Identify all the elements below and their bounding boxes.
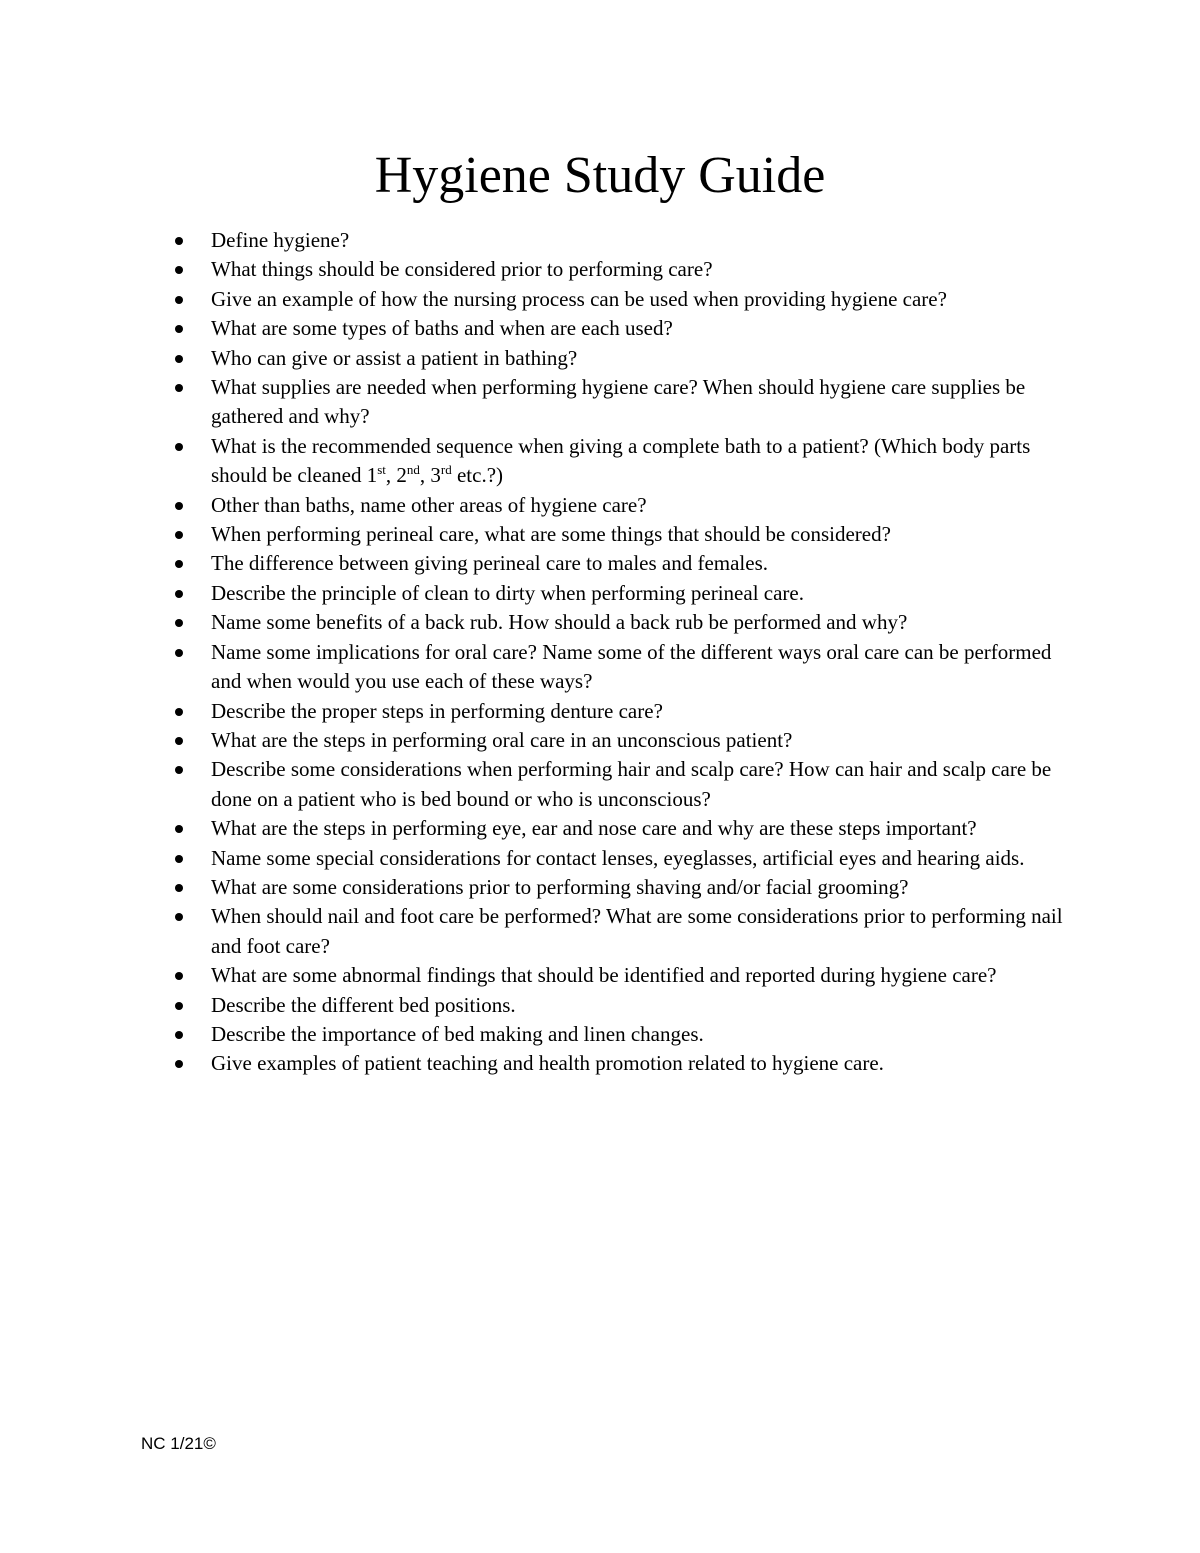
list-item <box>175 1049 1075 1078</box>
bullet-icon <box>175 1060 183 1068</box>
list-item <box>175 373 1075 432</box>
question-text: What are the steps in performing eye, ear and nose care and why are these steps important? <box>211 816 977 841</box>
list-item <box>175 755 1075 814</box>
question-text: What are some considerations prior to performing shaving and/or facial grooming? <box>211 874 909 899</box>
page-title: Hygiene Study Guide <box>374 147 826 204</box>
question-list <box>175 226 1075 1079</box>
ordinal-suffix: rd <box>440 462 452 478</box>
list-item <box>175 285 1075 314</box>
list-item <box>175 873 1075 902</box>
question-text: What are some types of baths and when are each used? <box>211 316 673 341</box>
question-text: The difference between giving perineal care to males and females. <box>211 551 769 576</box>
bullet-icon <box>175 737 183 745</box>
question-text-part: etc.?) <box>451 463 504 488</box>
bullet-icon <box>175 884 183 892</box>
bullet-icon <box>175 443 183 451</box>
bullet-icon <box>175 649 183 657</box>
bullet-icon <box>175 560 183 568</box>
question-text: Describe the different bed positions. <box>211 992 516 1017</box>
ordinal-suffix: nd <box>406 462 420 478</box>
question-text: Describe the proper steps in performing denture care? <box>211 698 663 723</box>
question-text: Describe the principle of clean to dirty when performing perineal care. <box>211 580 804 605</box>
bullet-icon <box>175 590 183 598</box>
question-text: What are some abnormal findings that should be identified and reported during hygiene care? <box>211 963 997 988</box>
list-item <box>175 961 1075 990</box>
question-text: What supplies are needed when performing hygiene care? When should hygiene care supplies be gathered and why? <box>211 375 1026 429</box>
question-text: What things should be considered prior to performing care? <box>211 257 713 282</box>
question-text-part: , 2 <box>385 463 407 488</box>
bullet-icon <box>175 913 183 921</box>
page-footer: NC 1/21© <box>141 1434 216 1453</box>
bullet-icon <box>175 972 183 980</box>
question-text: Name some benefits of a back rub. How should a back rub be performed and why? <box>211 610 908 635</box>
question-text: Name some implications for oral care? Name some of the different ways oral care can be performed and when would you use each of these ways? <box>211 639 1052 694</box>
list-item <box>175 491 1075 520</box>
question-text: When should nail and foot care be performed? What are some considerations prior to performing nail and foot care? <box>211 904 1063 958</box>
question-text: Other than baths, name other areas of hygiene care? <box>211 492 647 517</box>
question-text <box>211 434 1030 487</box>
question-text: What are the steps in performing oral care in an unconscious patient? <box>211 727 793 752</box>
bullet-icon <box>175 502 183 510</box>
question-text: Name some special considerations for contact lenses, eyeglasses, artificial eyes and hearing aids. <box>211 845 1025 870</box>
bullet-icon <box>175 355 183 363</box>
question-text: Give an example of how the nursing process can be used when providing hygiene care? <box>211 286 947 311</box>
list-item <box>175 697 1075 726</box>
bullet-icon <box>175 855 183 863</box>
question-text: Describe some considerations when performing hair and scalp care? How can hair and scalp care be done on a patient who is bed bound or who is unconscious? <box>211 757 1052 811</box>
bullet-icon <box>175 825 183 833</box>
bullet-icon <box>175 325 183 333</box>
list-item <box>175 902 1075 961</box>
bullet-icon <box>175 237 183 245</box>
bullet-icon <box>175 766 183 774</box>
bullet-icon <box>175 619 183 627</box>
question-text-part: , 3 <box>419 463 441 488</box>
list-item <box>175 1020 1075 1049</box>
bullet-icon <box>175 708 183 716</box>
list-item <box>175 520 1075 549</box>
bullet-icon <box>175 384 183 392</box>
bullet-icon <box>175 1031 183 1039</box>
list-item <box>175 638 1075 697</box>
list-item <box>175 344 1075 373</box>
list-item <box>175 549 1075 578</box>
list-item <box>175 991 1075 1020</box>
bullet-icon <box>175 296 183 304</box>
list-item <box>175 226 1075 255</box>
bullet-icon <box>175 266 183 274</box>
list-item <box>175 844 1075 873</box>
list-item <box>175 314 1075 343</box>
list-item <box>175 814 1075 843</box>
question-text: Who can give or assist a patient in bathing? <box>211 345 578 370</box>
question-text: Describe the importance of bed making and linen changes. <box>211 1021 704 1046</box>
bullet-icon <box>175 1002 183 1010</box>
list-item <box>175 608 1075 637</box>
list-item <box>175 432 1075 491</box>
question-text: Give examples of patient teaching and health promotion related to hygiene care. <box>211 1051 884 1076</box>
question-text: When performing perineal care, what are some things that should be considered? <box>211 522 891 547</box>
question-text-part: What is the recommended sequence when giving a complete bath to a patient? (Which body parts should be cleaned 1 <box>211 433 1031 488</box>
list-item <box>175 726 1075 755</box>
question-text: Define hygiene? <box>211 228 350 252</box>
ordinal-suffix: st <box>377 462 386 478</box>
list-item <box>175 255 1075 284</box>
bullet-icon <box>175 531 183 539</box>
list-item <box>175 579 1075 608</box>
